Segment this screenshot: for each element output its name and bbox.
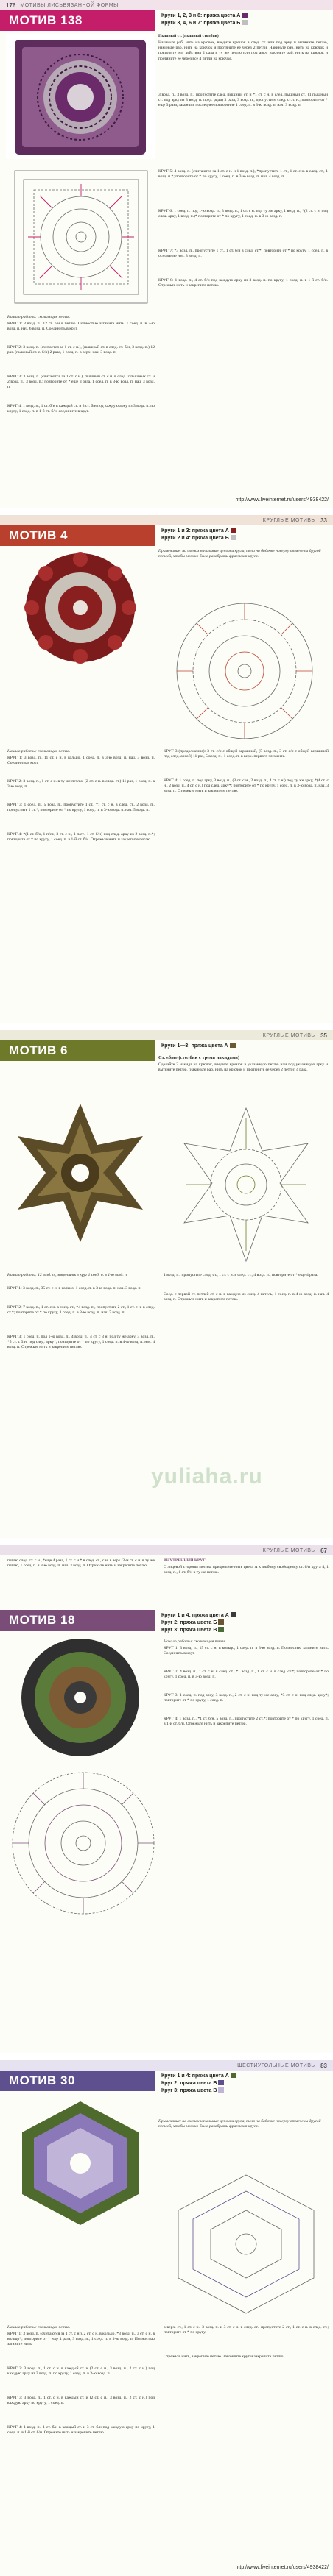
- running-title: КРУГЛЫЕ МОТИВЫ: [262, 517, 317, 523]
- page-header: [0, 515, 333, 525]
- technique-body: Накиньте раб. нить на крючок, введите крючок в след. ст. или под арку и вытяните петлю, накиньте раб. нить на крючок и протяните ее через 2 петли. Накиньте раб. нить на крючок и повторите эти действия 2 раза в ту же петлю или под арку, накиньте раб. нить на крючок и протяните ее через все 4 петли на крючке.: [158, 40, 328, 61]
- round-cont-2: Соед. с первой ст. петлей ст. с н. в каждую из след. 4 петель, 1 соед. п. в 4-ю возд. п. нач. 4 возд. п. Отрежьте нить и закрепите петлю.: [164, 1292, 329, 1302]
- start-intro: Начало работы: скользящая петля.: [7, 749, 71, 753]
- round-1: КРУГ 1: 3 возд. п., 11 ст. с н. в кольцо, 1 соед. п. в 3-ю возд. п. нач. 3 возд. п. Соединить в круг.: [7, 756, 155, 766]
- running-title: КРУГЛЫЕ МОТИВЫ: [262, 1032, 317, 1038]
- crochet-diagram: [166, 2171, 326, 2318]
- round-1: КРУГ 1: 3 возд. п., 35 ст. с н. в кольцо, 1 соед. п. в 3-ю возд. п. нач. 3 возд. п.: [7, 1286, 141, 1291]
- round-2: КРУГ 2: 4 возд. п., 1 ст. с н. в след. ст., *1 возд. п., 1 ст. с н. в след. ст.*; повторите от * по кругу, 1 соед. п. в 3-ю возд. п.: [164, 1670, 329, 1680]
- round-4: КРУГ 4: 1 возд. п., 1 ст. б/н в каждый ст. и 3 ст. б/н под каждую арку по кругу, 1 соед. п. в 1-й ст. б/н. Отрежьте нить и закрепите петлю.: [7, 2425, 155, 2435]
- motif-title-box: [0, 2071, 155, 2091]
- yarn-line: Круг 2: пряжа цвета Б: [161, 1619, 325, 1627]
- page-gap: [0, 508, 333, 515]
- yarn-legend: [158, 10, 328, 29]
- motif-title: МОТИВ 18: [9, 1613, 75, 1627]
- motif-photo: [6, 549, 155, 667]
- round-cont-2: Отрежьте нить, закрепите петлю. Закончите круг и закрепите петлю.: [164, 2355, 284, 2359]
- page-header: [0, 1030, 333, 1040]
- crochet-diagram: [6, 1766, 161, 1920]
- round-2: КРУГ 2: 3 возд. п. (считается за 1 ст. с н.), (пышный ст. в след. ст. б/н, 3 возд. п.) 12 раз. (пышный ст. с. б/н) 2 раза, 1 соед. п. в верх. нач. 3 возд. п.: [7, 345, 155, 355]
- page-motif-18: [0, 1545, 333, 2053]
- page-number: 33: [320, 517, 327, 524]
- round-3: КРУГ 3: 1 соед. п. под 1-ю возд. п., 4 возд. п., 4 ст. с 3 н. под ту же арку, 3 возд. п., *5 ст. с 3 н. под след. арку*; повторите от * по кругу, 1 соед. п. в 4-ю возд. п. нач. 4 возд. п. Отрежьте нить и закрепите петлю.: [7, 1335, 155, 1350]
- motif-photo: [6, 34, 155, 159]
- start-intro: Начало работы: скользящая петля.: [7, 315, 71, 319]
- page-gap: [0, 2053, 333, 2060]
- motif-title: МОТИВ 30: [9, 2073, 75, 2087]
- page-header: [0, 1545, 333, 1555]
- round-cont-1: 1 возд. п., пропустите след. ст., 1 ст. с н. в след. ст., 4 возд. п., повторите от * еще 4 раза.: [164, 1273, 318, 1277]
- start-intro: Начало работы: скользящая петля.: [164, 1639, 227, 1644]
- round-4-cont: КРУГ 4: 1 соед. п. под арку, 3 возд. п., (3 ст. с н., 2 возд. п., 4 ст. с н.) под ту же арку, *(4 ст. с н., 2 возд. п., 4 ст. с н.) под след. арку*; повторите от * по кругу, 1 соед. п. в 3-ю возд. п. нач. 3 возд. п. Отрежьте нить и закрепите петлю.: [164, 778, 329, 794]
- technique-heading: Ст. «б/н» (столбик с тремя накидами): [158, 1055, 240, 1060]
- round-5: КРУГ 5: 4 возд. п. (считаются за 1 ст. с н. и 1 возд. п.), *пропустите 1 ст., 1 ст. с н. в след. ст., 1 возд. п.*; повторите от * по кругу, 1 соед. п. в 3-ю возд. п. нач. 4 возд. п.: [158, 169, 328, 180]
- round-8: КРУГ 8: 1 возд. п., 4 ст. б/н под каждую арку из 3 возд. п. по кругу, 1 соед. п. в 1-й ст. б/н. Отрежьте нить и закрепите петлю.: [158, 278, 328, 288]
- yarn-legend: [158, 1610, 328, 1636]
- source-url[interactable]: http://www.liveinternet.ru/users/4938422/: [235, 497, 329, 503]
- yarn-line: Круг 3: пряжа цвета В: [161, 1627, 325, 1634]
- page-motif-138: [0, 0, 333, 508]
- motif-title-box: [0, 1610, 155, 1631]
- round-4: КРУГ 4: 1 возд. п., *1 ст. б/н, 5 возд. п., пропустите 2 ст.*; повторите от * по кругу, 1 соед. п. в 1-й ст. б/н. Отрежьте нить и закрепите петлю.: [164, 1717, 329, 1727]
- crochet-diagram: [164, 597, 326, 745]
- page-motif-30: [0, 2060, 333, 2576]
- round-2: КРУГ 2: 3 возд. п., 1 ст. с н. в каждый ст. и (2 ст. с н., 3 возд. п., 2 ст. с н.) под каждую арку из 3 возд. п. по кругу, 1 соед. п. в 3-ю возд. п.: [7, 2366, 155, 2377]
- page-number: 83: [320, 2062, 327, 2069]
- mid-instructions: 3 возд. п., 3 возд. п., пропустите след. пышный ст. и *1 ст. с н. в след. пышный ст., (1 пышный ст. под арку из 3 возд. п. пред. ряда) 3 раза, 3 возд. п., пропустите след. ст. с н.; повторите от * еще 3 раза, закончив последнее повторение 1 соед. п. в 3-ю возд. п. нач. 3 возд. п.: [158, 93, 328, 108]
- round-2: КРУГ 2: 3 возд. п., 1 ст. с н. в ту же петлю, (2 ст. с н. в след. ст.) 11 раз, 1 соед. п. в 3-ю возд. п.: [7, 779, 155, 790]
- round-7: КРУГ 7: *3 возд. п., пропустите 1 ст., 1 ст. б/н в след. ст.*; повторите от * по кругу, 1 соед. п. в основание нач. 3 возд. п.: [158, 249, 328, 259]
- round-1: КРУГ 1: 3 возд. п., 15 ст. с н. в кольцо, 1 соед. п. в 3-ю возд. п. Полностью затяните нить. Соединить в круг.: [164, 1646, 329, 1656]
- page-header: [0, 0, 333, 10]
- motif-title-box: [0, 525, 155, 546]
- round-3: КРУГ 3: 3 возд. п., 1 ст. с н. в каждый ст. и (2 ст. с н., 3 возд. п., 2 ст. с н.) под каждую арку по кругу, 1 соед. п.: [7, 2396, 155, 2406]
- page-gap: [0, 1023, 333, 1030]
- yarn-line: Круги 2 и 4: пряжа цвета Б: [161, 535, 325, 542]
- motif-photo: [6, 2097, 155, 2229]
- running-title: МОТИВЫ ЛИСЬВЯЗАННОЙ ФОРМЫ: [20, 2, 119, 8]
- yarn-legend: [158, 1040, 328, 1052]
- technique-body: Сделайте 3 накида на крючок, введите крючок в указанную петлю или под указанную арку и вытяните петлю, (накиньте раб. нить на крючок и протяните ее через 2 петли) 4 раза.: [158, 1062, 328, 1073]
- crochet-diagram: [7, 163, 155, 311]
- motif-title: МОТИВ 4: [9, 528, 68, 542]
- source-url[interactable]: http://www.liveinternet.ru/users/4938422/: [235, 2565, 329, 2570]
- start-intro: Начало работы: 12 возд. п., закрепить в круг 1 соед. п. в 1-ю возд. п.: [7, 1273, 128, 1277]
- crochet-diagram: [164, 1104, 329, 1266]
- round-6: КРУГ 6: 1 соед. п. под 1-ю возд. п., 3 возд. п., 1 ст. с н. под ту же арку, 1 возд. п., *(2 ст. с н. под след. арку, 1 возд. п.)* повторите от * по кругу, 1 соед. п. в 3-ю возд. п.: [158, 209, 328, 219]
- inner-heading: ВНУТРЕННИЙ КРУГ: [164, 1558, 206, 1563]
- motif-title-box: [0, 1040, 155, 1061]
- yarn-line: Круги 1 и 4: пряжа цвета А: [161, 1612, 325, 1619]
- yarn-line: Круг 3: пряжа цвета В: [161, 2087, 325, 2095]
- yarn-legend: [158, 525, 328, 544]
- technique-heading: Пышный ст. (пышный столбик): [158, 34, 219, 38]
- page-number: 176: [6, 1, 16, 9]
- watermark: yuliaha.ru: [151, 1464, 263, 1489]
- yarn-line: Круги 1, 2, 3 и 8: пряжа цвета А: [161, 13, 325, 20]
- round-3: КРУГ 3: 1 соед. п. под арку, 3 возд. п., 2 ст. с н. под ту же арку, *3 ст. с н. под след. арку*; повторите от * по кругу, 1 соед. п.: [164, 1693, 329, 1703]
- yarn-legend: [158, 2071, 328, 2097]
- motif-photo: [6, 1635, 155, 1760]
- page-header: [0, 2060, 333, 2071]
- note-text: Примечание: на схемах начальные цепочки круга, тела на бабочке наверху отмечены другой петлей, чтобы можно было разобрать фрагмент круга.: [158, 2119, 321, 2129]
- yarn-line: Круги 3, 4, 6 и 7: пряжа цвета Б: [161, 20, 325, 27]
- carryover-text: петлю след. ст. с н., *еще 4 раза, 1 ст. с н.* в след. ст., с н. в верх. 3-м ст. с н. в ту же петлю, 1 соед. п. в 3-ю возд. п. нач. 3 возд. п. Отрежьте нить и закрепите петлю.: [7, 1558, 155, 1569]
- running-title: КРУГЛЫЕ МОТИВЫ: [262, 1547, 317, 1553]
- round-4: КРУГ 4: *(1 ст. б/н, 1 п/ст., 3 ст. с н., 1 п/ст., 1 ст. б/н) под след. арку из 2 возд. п.*; повторите от * по кругу, 1 соед. п. в 1-й ст. б/н. Отрежьте нить и закрепите петлю.: [7, 832, 155, 842]
- round-1: КРУГ 1: 3 возд. п. (считаются за 1 ст. с н.), 2 ст. с н. в кольцо, *3 возд. п., 3 ст. с н. в кольцо*; повторите от * еще 4 раза, 3 возд. п., 1 соед. п. в 3-ю возд. п. Полностью затяните нить.: [7, 2332, 155, 2347]
- yarn-line: Круги 1 и 3: пряжа цвета А: [161, 528, 325, 535]
- motif-title-box: [0, 10, 155, 31]
- page-motif-4: [0, 515, 333, 1023]
- round-1: КРУГ 1: 3 возд. п., 12 ст. б/н в петлю. Полностью затяните нить. 1 соед. п. в 3-ю возд. п. нач. 6 возд. п. Соединить в круг.: [7, 322, 155, 332]
- page-number: 67: [320, 1547, 327, 1554]
- round-2: КРУГ 2: 7 возд. п., 1 ст. с н. в след. ст., *4 возд. п., пропустите 2 ст., 1 ст. с н. в след. ст.*; повторите от * по кругу, 1 соед. п. в 3-ю возд. п. нач. 7 возд. п.: [7, 1305, 155, 1316]
- yarn-line: Круги 1—3: пряжа цвета А: [161, 1043, 325, 1050]
- round-3-cont: КРУГ 3 (продолжение): 3 ст. с/н с общей вершиной, (5 возд. п., 3 ст. с/н с общей вершиной под след. аркой) 11 раз, 5 возд. п., 1 соед. п. в верх. первого элемента.: [164, 749, 329, 759]
- round-cont-1: в верх. ст., 1 ст. с н., 3 возд. п. и 3 ст. с н. в след. ст., пропустите 2 ст., 1 ст. с н. в след. ст.; повторите от * по кругу.: [164, 2325, 329, 2335]
- round-3: КРУГ 3: 3 возд. п. (считаются за 1 ст. с н.), пышный ст. с н. в след. 2 пышных ст. и 2 возд. п., 3 возд. п.; повторите от * еще 3 раза. 1 соед. п. в 3-ю возд. п. нач. 3 возд. п.: [7, 375, 155, 390]
- page-gap: [0, 1538, 333, 1545]
- page-motif-6: [0, 1030, 333, 1538]
- yarn-line: Круги 1 и 4: пряжа цвета А: [161, 2073, 325, 2080]
- round-4: КРУГ 4: 1 возд. п., 1 ст. б/н в каждый ст. и 3 ст. б/н под каждую арку из 3 возд. п. по кругу, 1 соед. п. в 1-й ст. б/н, соедините в круг.: [7, 404, 155, 414]
- yarn-line: Круг 2: пряжа цвета Б: [161, 2080, 325, 2087]
- note-text: Примечание: на схемах начальные цепочки круга, тела на бабочке наверху отмечены другой петлей, чтобы можно было разобрать фрагмент круга.: [158, 549, 321, 559]
- running-title: ШЕСТИУГОЛЬНЫЕ МОТИВЫ: [237, 2062, 317, 2068]
- motif-title: МОТИВ 138: [9, 13, 83, 27]
- inner-body: С лицевой стороны мотива прикрепите нить цвета А к любому свободному ст. б/н круга 4, 1 возд. п., 1 ст. б/н в ту же петлю.: [164, 1565, 329, 1575]
- page-number: 35: [320, 1032, 327, 1039]
- start-intro: Начало работы: скользящая петля.: [7, 2325, 71, 2330]
- motif-title: МОТИВ 6: [9, 1043, 68, 1057]
- motif-photo: [4, 1101, 156, 1245]
- round-3: КРУГ 3: 1 соед. п., 5 возд. п., пропустите 1 ст., *1 ст. с н. в след. ст., 2 возд. п., пропустите 1 ст.*; повторите от * по кругу, 1 соед. п. в 3-ю возд. п. нач. 5 возд. п.: [7, 803, 155, 813]
